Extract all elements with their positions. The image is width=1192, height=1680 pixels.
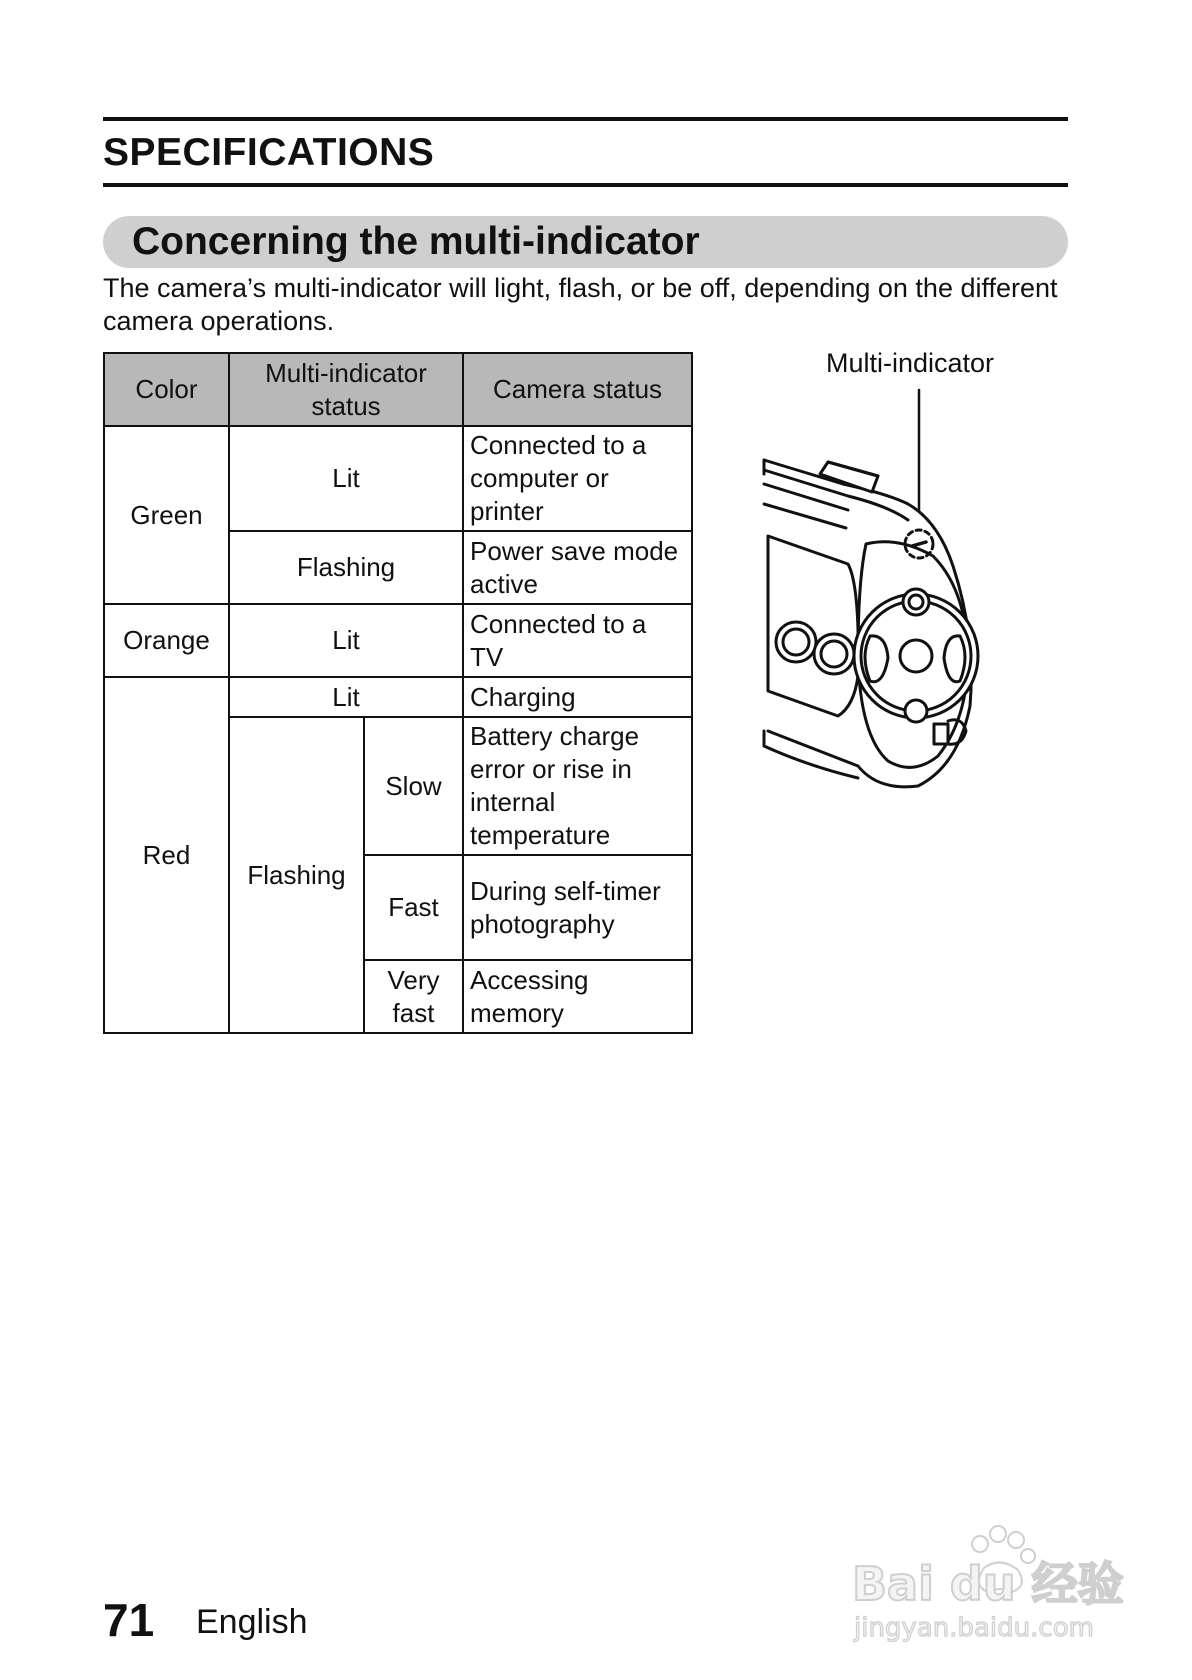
- paw-toe-2: [990, 1526, 1006, 1542]
- cell-speed: Slow: [364, 717, 463, 855]
- cell-camera-status: Power save mode active: [463, 531, 692, 604]
- figure-label: Multi-indicator: [826, 348, 995, 378]
- lens-window: [768, 536, 858, 716]
- watermark-url: jingyan.baidu.com: [854, 1613, 1094, 1643]
- section-title: SPECIFICATIONS: [103, 131, 435, 174]
- page-language: English: [196, 1603, 308, 1641]
- indicator-table: [103, 352, 693, 1034]
- header-color: Color: [104, 353, 229, 426]
- cell-camera-status: Connected to a TV: [463, 604, 692, 677]
- camera-illustration: [748, 386, 998, 826]
- dial-button-right: [944, 636, 965, 682]
- subsection-title: Concerning the multi-indicator: [132, 220, 700, 263]
- paw-toe-3: [1008, 1532, 1024, 1548]
- page-number: 71: [103, 1594, 155, 1646]
- table-row: [104, 677, 692, 717]
- cell-status: Flashing: [229, 717, 364, 1033]
- intro-paragraph: The camera’s multi-indicator will light, flash, or be off, depending on the different camera operations.: [103, 273, 1058, 336]
- header-rule-top: [103, 117, 1068, 121]
- cell-camera-status: Connected to a computer or printer: [463, 426, 692, 531]
- cell-camera-status: Battery charge error or rise in internal temperature: [463, 717, 692, 855]
- header-indicator-status: Multi-indicator status: [229, 353, 463, 426]
- cell-color-green: Green: [104, 426, 229, 604]
- table-header-row: [104, 353, 692, 426]
- paw-toe-1: [972, 1536, 988, 1552]
- cell-status: Lit: [229, 677, 463, 717]
- cell-speed: Very fast: [364, 960, 463, 1033]
- header-camera-status: Camera status: [463, 353, 692, 426]
- table-row: [104, 426, 692, 531]
- header-rule-bottom: [103, 183, 1068, 187]
- cell-speed: Fast: [364, 855, 463, 960]
- dial-button-top: [903, 589, 929, 615]
- table-row: [104, 604, 692, 677]
- cell-camera-status: Accessing memory: [463, 960, 692, 1033]
- cell-color-red: Red: [104, 677, 229, 1033]
- cell-camera-status: During self-timer photography: [463, 855, 692, 960]
- watermark-brand: Bai du 经验: [852, 1557, 1124, 1611]
- dial-button-bottom: [905, 700, 927, 722]
- cell-camera-status: Charging: [463, 677, 692, 717]
- cell-status: Lit: [229, 604, 463, 677]
- cell-color-orange: Orange: [104, 604, 229, 677]
- subsection-banner: [103, 216, 1068, 268]
- cell-status: Lit: [229, 426, 463, 531]
- cell-status: Flashing: [229, 531, 463, 604]
- watermark-logo: [852, 1516, 1132, 1646]
